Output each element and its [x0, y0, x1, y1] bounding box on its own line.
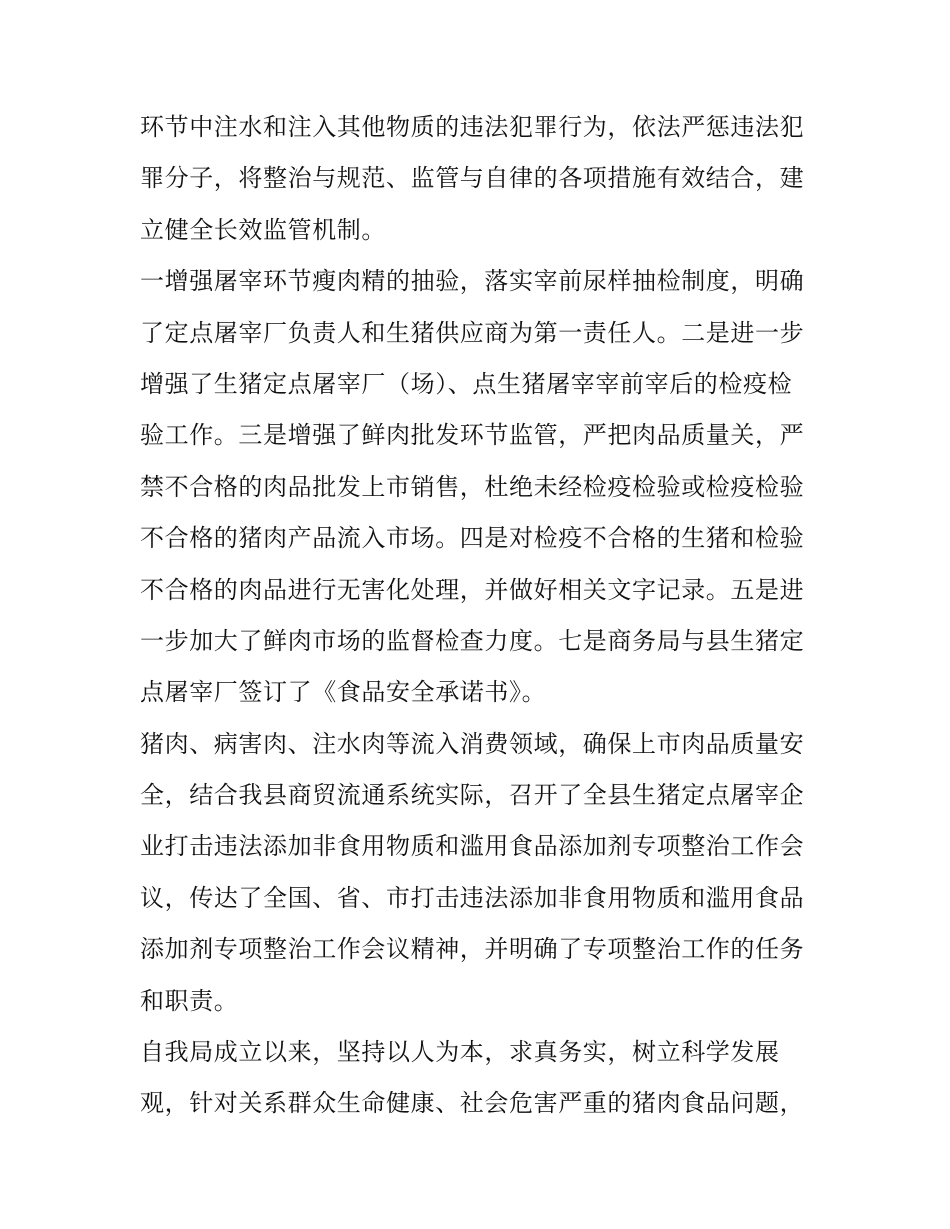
text-line: 增强了生猪定点屠宰厂（场）、点生猪屠宰宰前宰后的检疫检	[140, 369, 793, 398]
text-line: 点屠宰厂签订了《食品安全承诺书》。	[140, 678, 547, 707]
text-line: 一增强屠宰环节瘦肉精的抽验，落实宰前尿样抽检制度，明确	[140, 267, 805, 296]
text-line: 全，结合我县商贸流通系统实际，召开了全县生猪定点屠宰企	[140, 781, 805, 810]
text-line: 和职责。	[140, 986, 239, 1015]
text-line: 添加剂专项整治工作会议精神，并明确了专项整治工作的任务	[140, 935, 805, 964]
text-line: 猪肉、病害肉、注水肉等流入消费领域，确保上市肉品质量安	[140, 729, 805, 758]
text-line: 了定点屠宰厂负责人和生猪供应商为第一责任人。二是进一步	[140, 318, 805, 347]
text-line: 环节中注水和注入其他物质的违法犯罪行为，依法严惩违法犯	[140, 113, 805, 141]
text-line: 议，传达了全国、省、市打击违法添加非食用物质和滥用食品	[140, 883, 805, 912]
document-body	[140, 102, 830, 1130]
text-line: 禁不合格的肉品批发上市销售，杜绝未经检疫检验或检疫检验	[140, 472, 805, 501]
text-line: 不合格的肉品进行无害化处理，并做好相关文字记录。五是进	[140, 575, 805, 604]
text-line: 罪分子，将整治与规范、监管与自律的各项措施有效结合，建	[140, 164, 805, 193]
text-line: 业打击违法添加非食用物质和滥用食品添加剂专项整治工作会	[140, 832, 805, 861]
text-line: 验工作。三是增强了鲜肉批发环节监管，严把肉品质量关，严	[140, 421, 805, 450]
text-line: 不合格的猪肉产品流入市场。四是对检疫不合格的生猪和检验	[140, 524, 805, 553]
text-line: 自我局成立以来，坚持以人为本，求真务实，树立科学发展	[140, 1038, 780, 1067]
text-line: 立健全长效监管机制。	[140, 215, 386, 244]
text-line: 一步加大了鲜肉市场的监督检查力度。七是商务局与县生猪定	[140, 626, 805, 655]
text-line: 观，针对关系群众生命健康、社会危害严重的猪肉食品问题，	[140, 1089, 805, 1118]
